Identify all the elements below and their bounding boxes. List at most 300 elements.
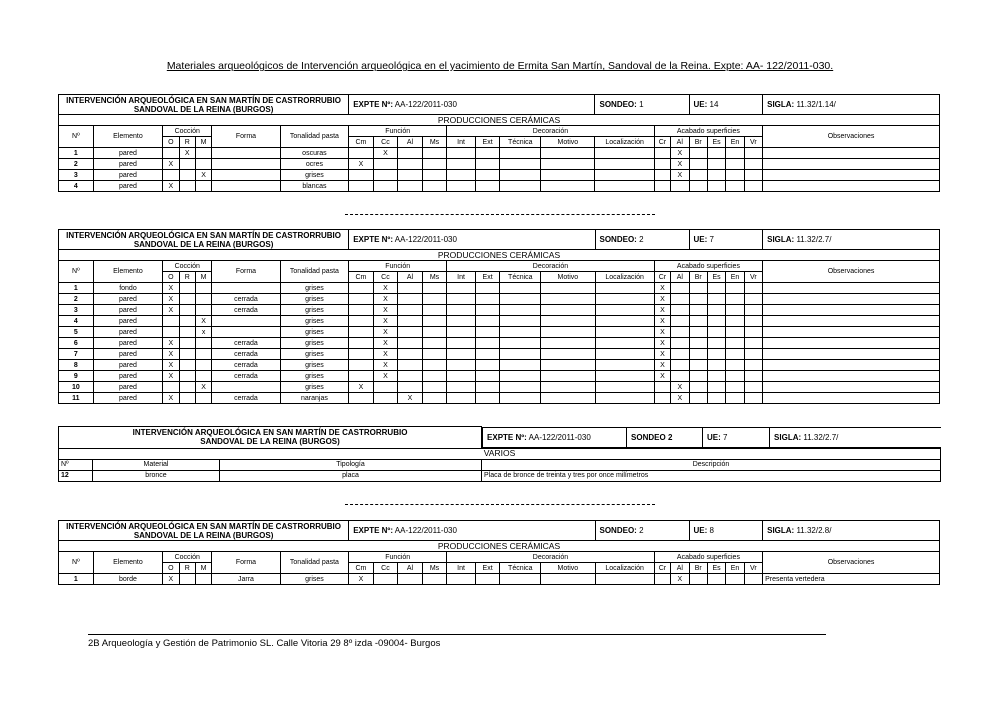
table-cell (179, 371, 195, 382)
table-cell (212, 181, 280, 192)
table-cell (500, 170, 541, 181)
table-cell: X (671, 382, 689, 393)
subheader-decoracion: Motivo (541, 137, 595, 148)
table-cell (475, 371, 500, 382)
cell-no: 6 (59, 338, 94, 349)
table-cell: X (349, 574, 374, 585)
col-header-decoracion: Decoración (447, 126, 654, 137)
table-cell: cerrada (212, 338, 280, 349)
subheader-coccion: R (179, 563, 195, 574)
table-cell (763, 393, 940, 404)
table-cell (195, 159, 211, 170)
table-cell (744, 316, 762, 327)
table-cell (689, 382, 707, 393)
table-cell: X (179, 148, 195, 159)
subheader-decoracion: Int (447, 272, 476, 283)
table-row (59, 316, 940, 327)
table-cell (707, 170, 725, 181)
footer-text: 2B Arqueología y Gestión de Patrimonio SL. Calle Vitoria 29 8º izda -09004- Burgos (88, 638, 441, 649)
table-cell (212, 382, 280, 393)
subheader-coccion: R (179, 137, 195, 148)
cell-no: 4 (59, 181, 94, 192)
table-cell (744, 305, 762, 316)
table-cell (373, 181, 398, 192)
table-cell (763, 181, 940, 192)
table-cell (689, 349, 707, 360)
section-title: VARIOS (59, 448, 941, 459)
subheader-decoracion: Técnica (500, 272, 541, 283)
table-cell (707, 316, 725, 327)
table-cell (726, 305, 744, 316)
table-cell (447, 327, 476, 338)
subheader-funcion: Cm (349, 272, 374, 283)
subheader-acabado: En (726, 272, 744, 283)
table-cell: X (654, 360, 670, 371)
subheader-coccion: R (179, 272, 195, 283)
table-cell (349, 371, 374, 382)
table-cell (671, 327, 689, 338)
table-cell: X (373, 316, 398, 327)
table-cell (163, 327, 179, 338)
table-cell: cerrada (212, 294, 280, 305)
table-cell (349, 148, 374, 159)
table-cell (689, 148, 707, 159)
table-cell: grises (280, 382, 349, 393)
table-cell (195, 371, 211, 382)
table-cell (689, 283, 707, 294)
table-cell (541, 338, 595, 349)
subheader-coccion: O (163, 137, 179, 148)
table-row (59, 283, 940, 294)
table-cell (595, 305, 654, 316)
table-cell (744, 283, 762, 294)
subheader-coccion: M (195, 563, 211, 574)
table-cell (541, 574, 595, 585)
table-cell (447, 283, 476, 294)
table-cell (179, 349, 195, 360)
col-header-no: Nº (59, 552, 94, 574)
table-cell (654, 170, 670, 181)
cell-no: 3 (59, 170, 94, 181)
table-cell (726, 148, 744, 159)
table-cell (179, 393, 195, 404)
col-header-funcion: Función (349, 261, 447, 272)
table-cell (500, 181, 541, 192)
table-cell: pared (93, 371, 162, 382)
table-cell (349, 283, 374, 294)
table-cell (475, 338, 500, 349)
table-cell: cerrada (212, 305, 280, 316)
subheader-acabado: Al (671, 272, 689, 283)
table-row (59, 327, 940, 338)
table-cell (195, 305, 211, 316)
table-cell (398, 327, 423, 338)
table-cell: X (163, 349, 179, 360)
table-cell: X (671, 148, 689, 159)
col-header-funcion: Función (349, 552, 447, 563)
table-cell (422, 294, 447, 305)
sondeo-field: SONDEO: 2 (595, 521, 689, 541)
table-cell (595, 574, 654, 585)
table-cell (398, 371, 423, 382)
table-cell (541, 283, 595, 294)
table-cell (500, 159, 541, 170)
table-row (59, 159, 940, 170)
table-cell: X (654, 283, 670, 294)
table-cell (179, 316, 195, 327)
col-header-tipologia: Tipología (220, 459, 482, 470)
table-cell (212, 283, 280, 294)
table-cell (744, 181, 762, 192)
table-cell (707, 159, 725, 170)
table-cell (195, 283, 211, 294)
table-cell (500, 327, 541, 338)
table-cell: X (373, 327, 398, 338)
table-cell: Jarra (212, 574, 280, 585)
table-cell (349, 349, 374, 360)
table-row (59, 360, 940, 371)
cell-no: 10 (59, 382, 94, 393)
subheader-decoracion: Int (447, 563, 476, 574)
table-cell (500, 338, 541, 349)
table-cell: ocres (280, 159, 349, 170)
table-cell: X (349, 382, 374, 393)
table-cell (398, 316, 423, 327)
table-cell (500, 371, 541, 382)
table-cell (541, 159, 595, 170)
cell-no: 12 (59, 470, 93, 481)
table-cell (726, 327, 744, 338)
table-cell (541, 316, 595, 327)
table-cell (163, 170, 179, 181)
table-cell (726, 371, 744, 382)
table-cell (689, 159, 707, 170)
table-cell (744, 393, 762, 404)
table-cell (373, 382, 398, 393)
table-cell (671, 349, 689, 360)
table-cell (689, 294, 707, 305)
table-cell: X (654, 316, 670, 327)
table-cell (475, 393, 500, 404)
table-cell (707, 371, 725, 382)
table-cell (500, 574, 541, 585)
col-header-descripcion: Descripción (482, 459, 941, 470)
table-cell (689, 327, 707, 338)
table-cell (744, 148, 762, 159)
subheader-acabado: Al (671, 563, 689, 574)
table-cell (349, 327, 374, 338)
section-title: PRODUCCIONES CERÁMICAS (59, 250, 940, 261)
table-cell: pared (93, 181, 162, 192)
table-cell (475, 159, 500, 170)
table-cell (744, 338, 762, 349)
table-cell (726, 382, 744, 393)
table-cell: pared (93, 393, 162, 404)
col-header-funcion: Función (349, 126, 447, 137)
table-row (59, 382, 940, 393)
site-name: INTERVENCIÓN ARQUEOLÓGICA EN SAN MARTÍN DE CASTRORRUBIO SANDOVAL DE LA REINA (BURGOS) (59, 427, 482, 449)
table-cell: cerrada (212, 371, 280, 382)
table-cell (541, 393, 595, 404)
table-cell (195, 393, 211, 404)
table-cell (500, 283, 541, 294)
table-cell (422, 159, 447, 170)
subheader-acabado: En (726, 137, 744, 148)
table-cell (763, 305, 940, 316)
table-cell (398, 294, 423, 305)
table-row (59, 371, 940, 382)
table-cell (763, 316, 940, 327)
table-cell (447, 159, 476, 170)
col-header-coccion: Cocción (163, 261, 212, 272)
cell-no: 1 (59, 148, 94, 159)
table-row (59, 393, 940, 404)
table-cell (373, 574, 398, 585)
table-cell: grises (280, 327, 349, 338)
subheader-acabado: Cr (654, 272, 670, 283)
table-cell (726, 159, 744, 170)
varios-table (58, 426, 941, 482)
table-cell (373, 170, 398, 181)
subheader-acabado: Br (689, 137, 707, 148)
table-cell: X (654, 349, 670, 360)
table-cell: X (163, 305, 179, 316)
subheader-funcion: Cc (373, 563, 398, 574)
table-cell (744, 371, 762, 382)
table-cell (595, 349, 654, 360)
table-cell: X (349, 159, 374, 170)
sigla-field: SIGLA: 11.32/1.14/ (763, 95, 940, 115)
table-cell (373, 393, 398, 404)
table-cell: pared (93, 159, 162, 170)
table-cell: X (163, 393, 179, 404)
subheader-acabado: En (726, 563, 744, 574)
subheader-decoracion: Ext (475, 272, 500, 283)
table-cell: grises (280, 305, 349, 316)
col-header-elemento: Elemento (93, 126, 162, 148)
table-cell (541, 181, 595, 192)
table-cell (763, 382, 940, 393)
table-cell (541, 371, 595, 382)
table-cell (689, 170, 707, 181)
col-header-no: Nº (59, 126, 94, 148)
separator-line (345, 214, 655, 215)
subheader-acabado: Al (671, 137, 689, 148)
table-cell (726, 181, 744, 192)
table-cell (654, 148, 670, 159)
table-cell (195, 181, 211, 192)
table-cell (349, 338, 374, 349)
table-cell (763, 349, 940, 360)
table-cell (671, 316, 689, 327)
table-cell: X (195, 316, 211, 327)
table-cell (707, 305, 725, 316)
table-cell (447, 148, 476, 159)
table-row (59, 148, 940, 159)
table-cell (349, 393, 374, 404)
table-cell: X (671, 393, 689, 404)
table-cell (422, 371, 447, 382)
table-cell (398, 148, 423, 159)
table-cell (763, 327, 940, 338)
table-cell (744, 294, 762, 305)
expte-field: EXPTE Nº: AA-122/2011-030 (349, 521, 595, 541)
table-cell (707, 283, 725, 294)
table-cell (398, 283, 423, 294)
table-cell (422, 170, 447, 181)
table-cell (422, 327, 447, 338)
table-cell (744, 382, 762, 393)
table-cell: cerrada (212, 349, 280, 360)
table-cell (179, 294, 195, 305)
table-cell (475, 181, 500, 192)
subheader-decoracion: Localización (595, 137, 654, 148)
table-cell: pared (93, 316, 162, 327)
table-cell (179, 327, 195, 338)
table-row (59, 294, 940, 305)
table-cell (447, 316, 476, 327)
col-header-elemento: Elemento (93, 552, 162, 574)
table-cell: pared (93, 327, 162, 338)
table-cell (373, 159, 398, 170)
table-cell: X (373, 349, 398, 360)
cell-no: 1 (59, 283, 94, 294)
table-cell (726, 349, 744, 360)
table-cell: grises (280, 283, 349, 294)
subheader-acabado: Vr (744, 137, 762, 148)
subheader-funcion: Cc (373, 137, 398, 148)
table-row (59, 338, 940, 349)
expte-field: EXPTE Nº: AA-122/2011-030 (483, 427, 627, 447)
table-cell (541, 382, 595, 393)
table-cell (500, 393, 541, 404)
table-cell (179, 574, 195, 585)
cell-no: 11 (59, 393, 94, 404)
table-cell (475, 316, 500, 327)
table-cell (475, 382, 500, 393)
table-cell: grises (280, 316, 349, 327)
table-row (59, 470, 941, 481)
table-cell: X (163, 371, 179, 382)
table-cell: pared (93, 305, 162, 316)
table-cell (398, 338, 423, 349)
subheader-funcion: Ms (422, 137, 447, 148)
site-name: INTERVENCIÓN ARQUEOLÓGICA EN SAN MARTÍN DE CASTRORRUBIO SANDOVAL DE LA REINA (BURGOS) (59, 521, 349, 541)
sigla-field: SIGLA: 11.32/2.7/ (770, 427, 941, 447)
table-cell (595, 159, 654, 170)
sondeo-field: SONDEO: 2 (595, 230, 689, 250)
col-header-acabado: Acabado superficies (654, 552, 762, 563)
subheader-decoracion: Técnica (500, 563, 541, 574)
table-cell: X (163, 159, 179, 170)
subheader-acabado: Br (689, 563, 707, 574)
table-cell (654, 393, 670, 404)
table-cell (671, 181, 689, 192)
subheader-decoracion: Motivo (541, 563, 595, 574)
table-cell (447, 170, 476, 181)
subheader-decoracion: Int (447, 137, 476, 148)
table-cell (654, 181, 670, 192)
table-cell: X (654, 338, 670, 349)
table-cell (179, 382, 195, 393)
table-cell (475, 327, 500, 338)
table-cell: grises (280, 360, 349, 371)
table-cell (447, 349, 476, 360)
table-cell (422, 382, 447, 393)
col-header-acabado: Acabado superficies (654, 261, 762, 272)
table-cell (744, 360, 762, 371)
table-cell (726, 316, 744, 327)
subheader-acabado: Cr (654, 563, 670, 574)
table-cell: pared (93, 360, 162, 371)
table-cell (447, 360, 476, 371)
table-cell (422, 349, 447, 360)
table-cell: X (163, 338, 179, 349)
col-header-forma: Forma (212, 261, 280, 283)
col-header-decoracion: Decoración (447, 552, 655, 563)
table-cell (654, 159, 670, 170)
table-cell (689, 338, 707, 349)
table-cell: cerrada (212, 393, 280, 404)
table-cell (398, 170, 423, 181)
table-cell (422, 305, 447, 316)
table-cell: X (163, 360, 179, 371)
table-cell (163, 316, 179, 327)
table-cell (447, 382, 476, 393)
table-cell (689, 360, 707, 371)
sondeo-field: SONDEO 2 (627, 427, 703, 447)
table-cell: pared (93, 349, 162, 360)
cell-no: 1 (59, 574, 94, 585)
subheader-acabado: Br (689, 272, 707, 283)
table-cell (707, 294, 725, 305)
table-cell: X (373, 371, 398, 382)
section-title: PRODUCCIONES CERÁMICAS (59, 541, 940, 552)
table-cell: grises (280, 294, 349, 305)
table-cell: grises (280, 170, 349, 181)
table-cell (398, 382, 423, 393)
table-cell: pared (93, 382, 162, 393)
col-header-decoracion: Decoración (447, 261, 655, 272)
cell-no: 5 (59, 327, 94, 338)
table-cell (179, 170, 195, 181)
cell-no: 4 (59, 316, 94, 327)
table-cell: fondo (93, 283, 162, 294)
ceramic-table-ue7 (58, 229, 940, 404)
table-cell (349, 181, 374, 192)
table-cell (500, 305, 541, 316)
table-cell (398, 159, 423, 170)
table-cell: X (163, 574, 179, 585)
table-cell (541, 305, 595, 316)
subheader-decoracion: Ext (475, 563, 500, 574)
table-cell (671, 283, 689, 294)
table-cell (195, 574, 211, 585)
table-cell (541, 327, 595, 338)
table-cell (707, 338, 725, 349)
table-cell (763, 360, 940, 371)
table-cell (689, 371, 707, 382)
table-cell: X (671, 574, 689, 585)
table-cell (500, 349, 541, 360)
subheader-decoracion: Localización (595, 272, 654, 283)
col-header-tonalidad: Tonalidad pasta (280, 552, 349, 574)
cell-no: 2 (59, 294, 94, 305)
cell-tipologia: placa (220, 470, 482, 481)
table-cell: grises (280, 349, 349, 360)
subheader-decoracion: Localización (595, 563, 654, 574)
table-cell (475, 349, 500, 360)
